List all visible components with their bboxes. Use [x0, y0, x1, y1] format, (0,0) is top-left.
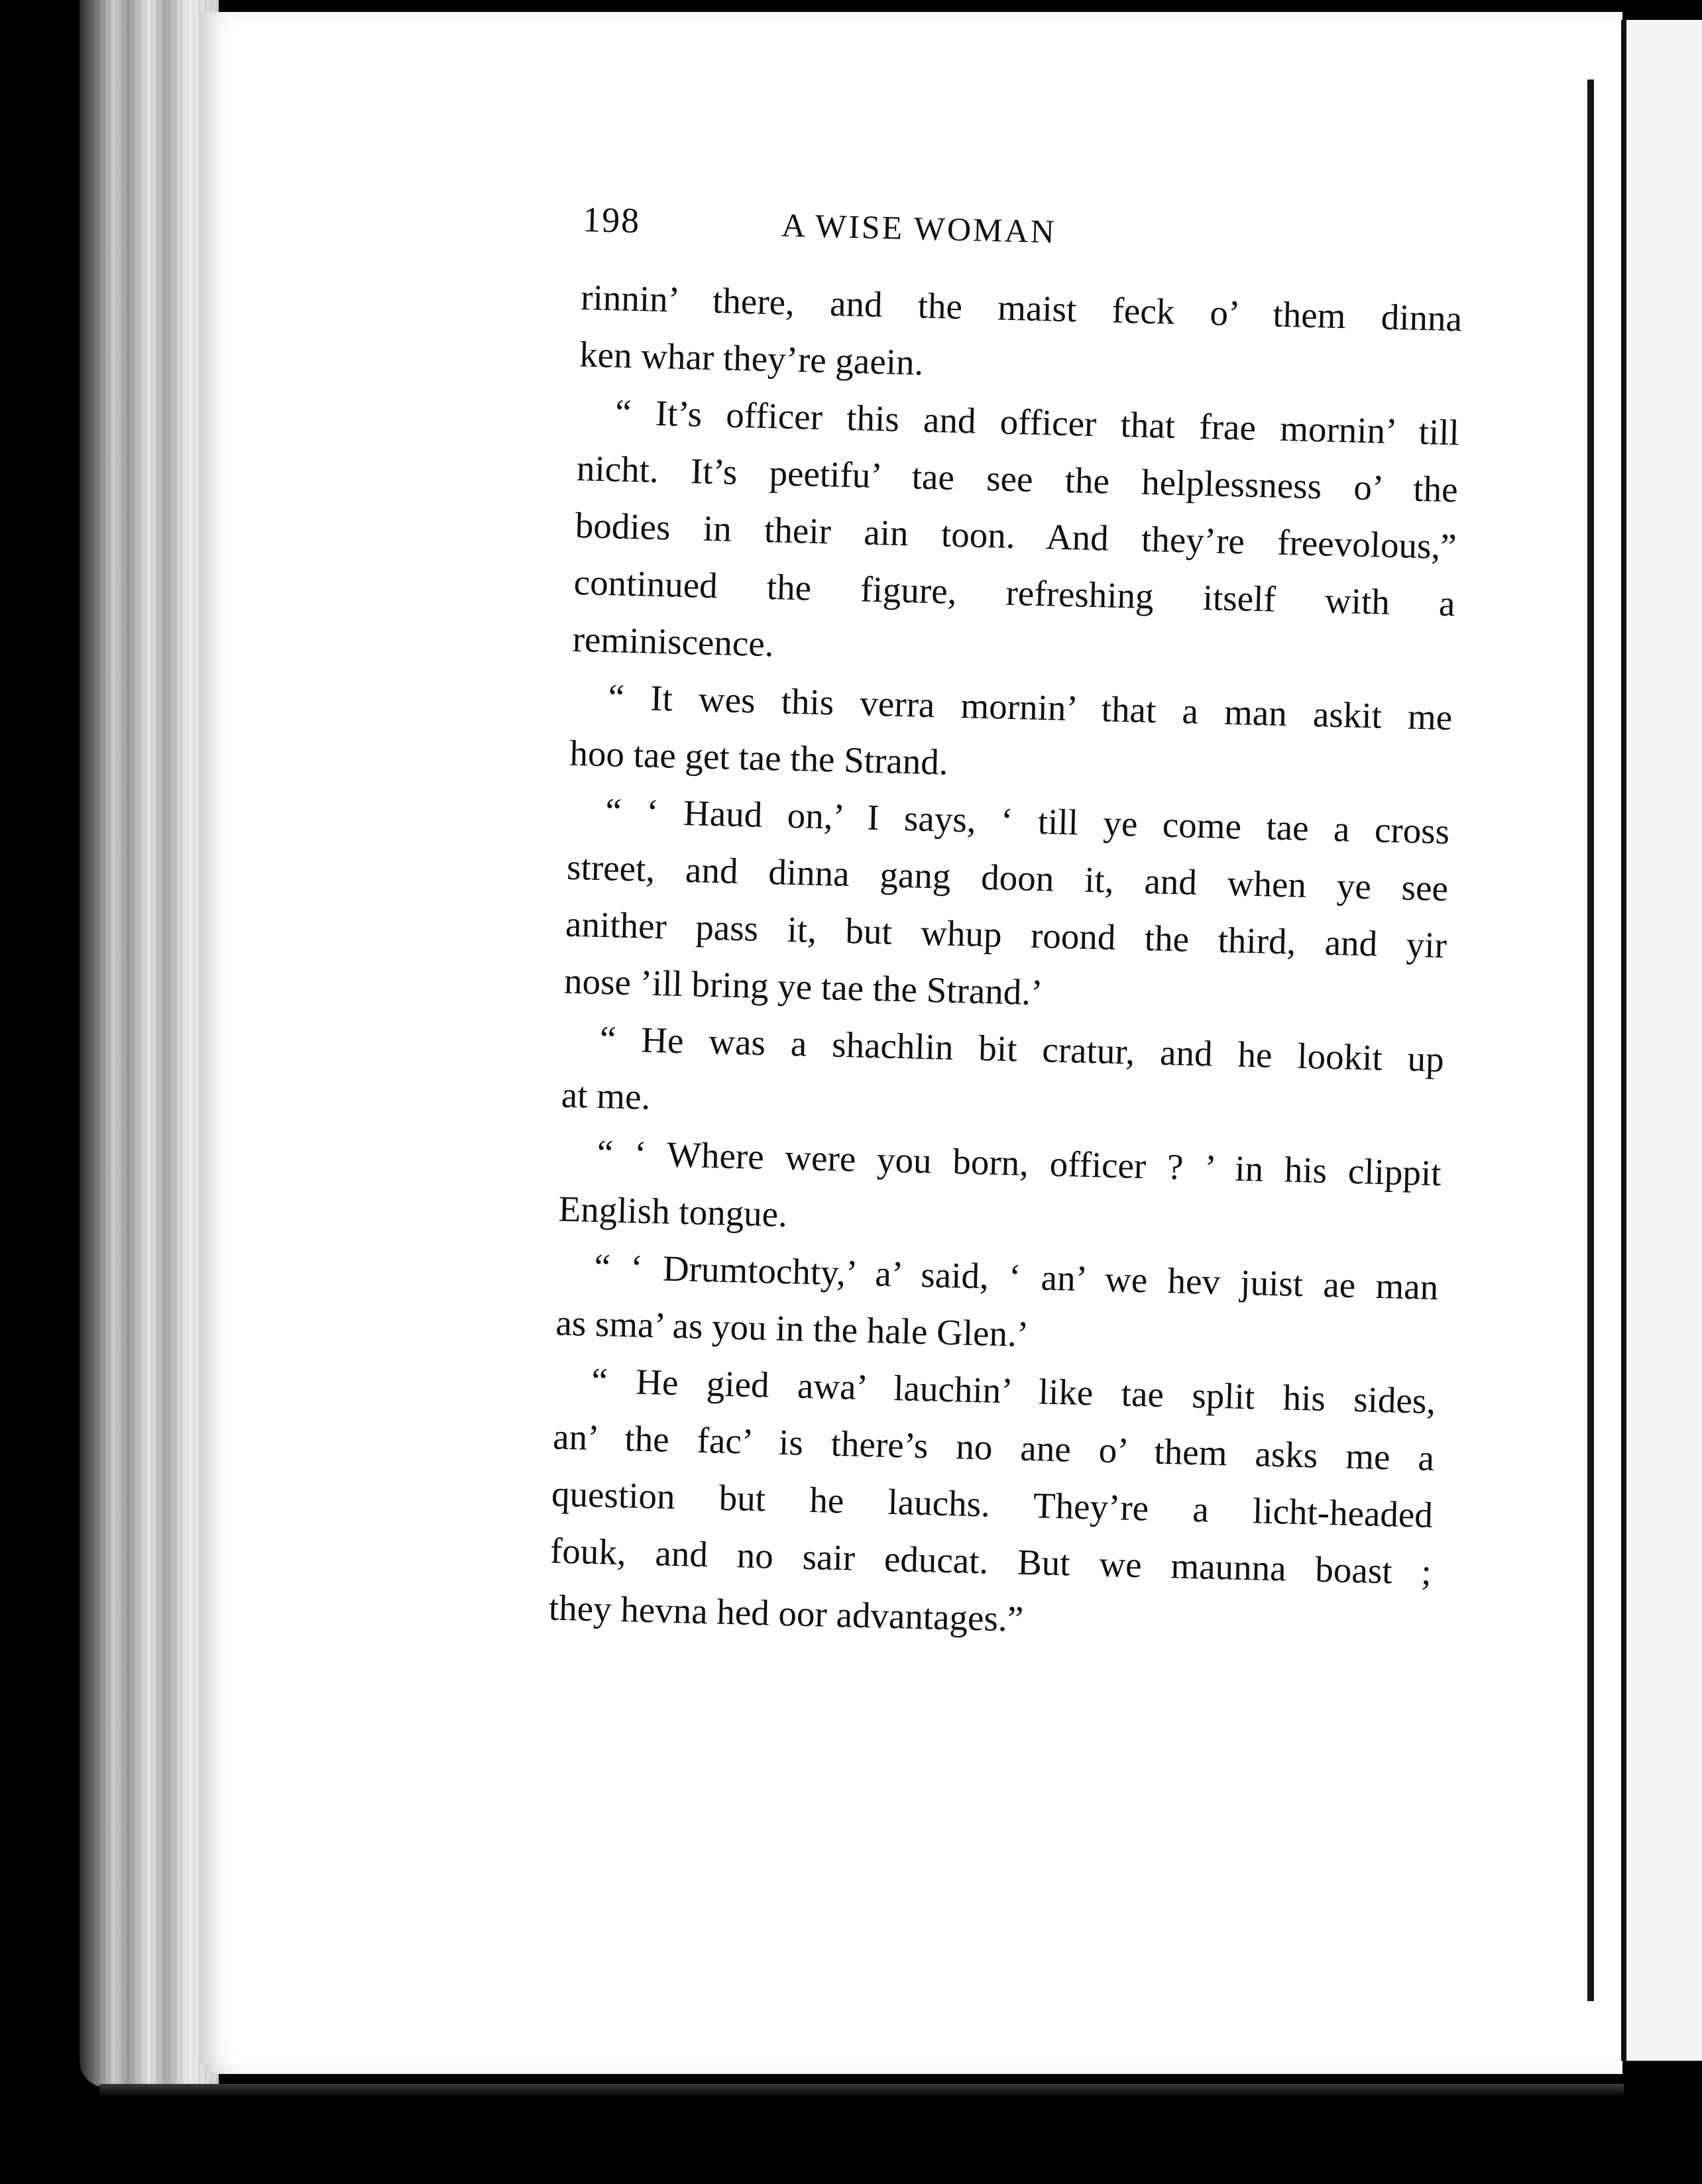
text-line: “ ‘ Drumtochty,’ a’ said, ‘ an’ we hev juist ae man [593, 1246, 1440, 1308]
text-line: nicht. It’s peetifu’ tae see the helplessness o’ the [576, 447, 1459, 510]
text-line: an’ the fac’ is there’s no ane o’ them asks me a [552, 1416, 1435, 1478]
text-line: continued the figure, refreshing itself with a [573, 561, 1456, 624]
text-line: “ ‘ Where were you born, officer ? ’ in his clippit [596, 1132, 1442, 1194]
text-line: at me. [561, 1074, 652, 1117]
gutter-shadow [1587, 80, 1594, 2001]
book-bottom-edge [99, 2084, 1624, 2097]
book-page-edges [80, 0, 219, 2087]
running-head: A WISE WOMAN [781, 206, 1057, 250]
text-line: “ He was a shachlin bit cratur, and he lookit up [599, 1018, 1445, 1080]
text-line: street, and dinna gang doon it, and when ye see [566, 846, 1449, 909]
text-line: reminiscence. [572, 618, 775, 665]
text-line: “ It’s officer this and officer that frae mornin’ till [614, 392, 1460, 453]
text-line: bodies in their ain toon. And they’re freevolous,” [575, 504, 1457, 567]
text-line: fouk, and no sair educat. But we maunna boast ; [549, 1530, 1432, 1592]
text-line: “ It wes this verra mornin’ that a man askit me [607, 677, 1453, 738]
facing-page-edge [1621, 20, 1702, 2061]
text-line: anither pass it, but whup roond the third, and yir [565, 903, 1447, 966]
text-line: English tongue. [558, 1188, 788, 1234]
text-line: “ ‘ Haud on,’ I says, ‘ till ye come tae a cross [604, 791, 1450, 852]
text-line: hoo tae get tae the Strand. [569, 732, 949, 783]
text-line: as sma’ as you in the hale Glen.’ [555, 1302, 1029, 1354]
text-line: question but he lauchs. They’re a licht-headed [551, 1473, 1434, 1535]
page-text-block [548, 199, 1465, 1658]
text-line: ken whar they’re gaein. [579, 333, 925, 383]
text-line: they hevna hed oor advantages.” [548, 1587, 1024, 1639]
text-line: rinnin’ there, and the maist feck o’ them dinna [580, 276, 1463, 339]
text-line: nose ’ill bring ye tae the Strand.’ [563, 960, 1044, 1013]
text-line: “ He gied awa’ lauchin’ like tae split his sides, [591, 1360, 1436, 1421]
page-number: 198 [582, 199, 641, 241]
